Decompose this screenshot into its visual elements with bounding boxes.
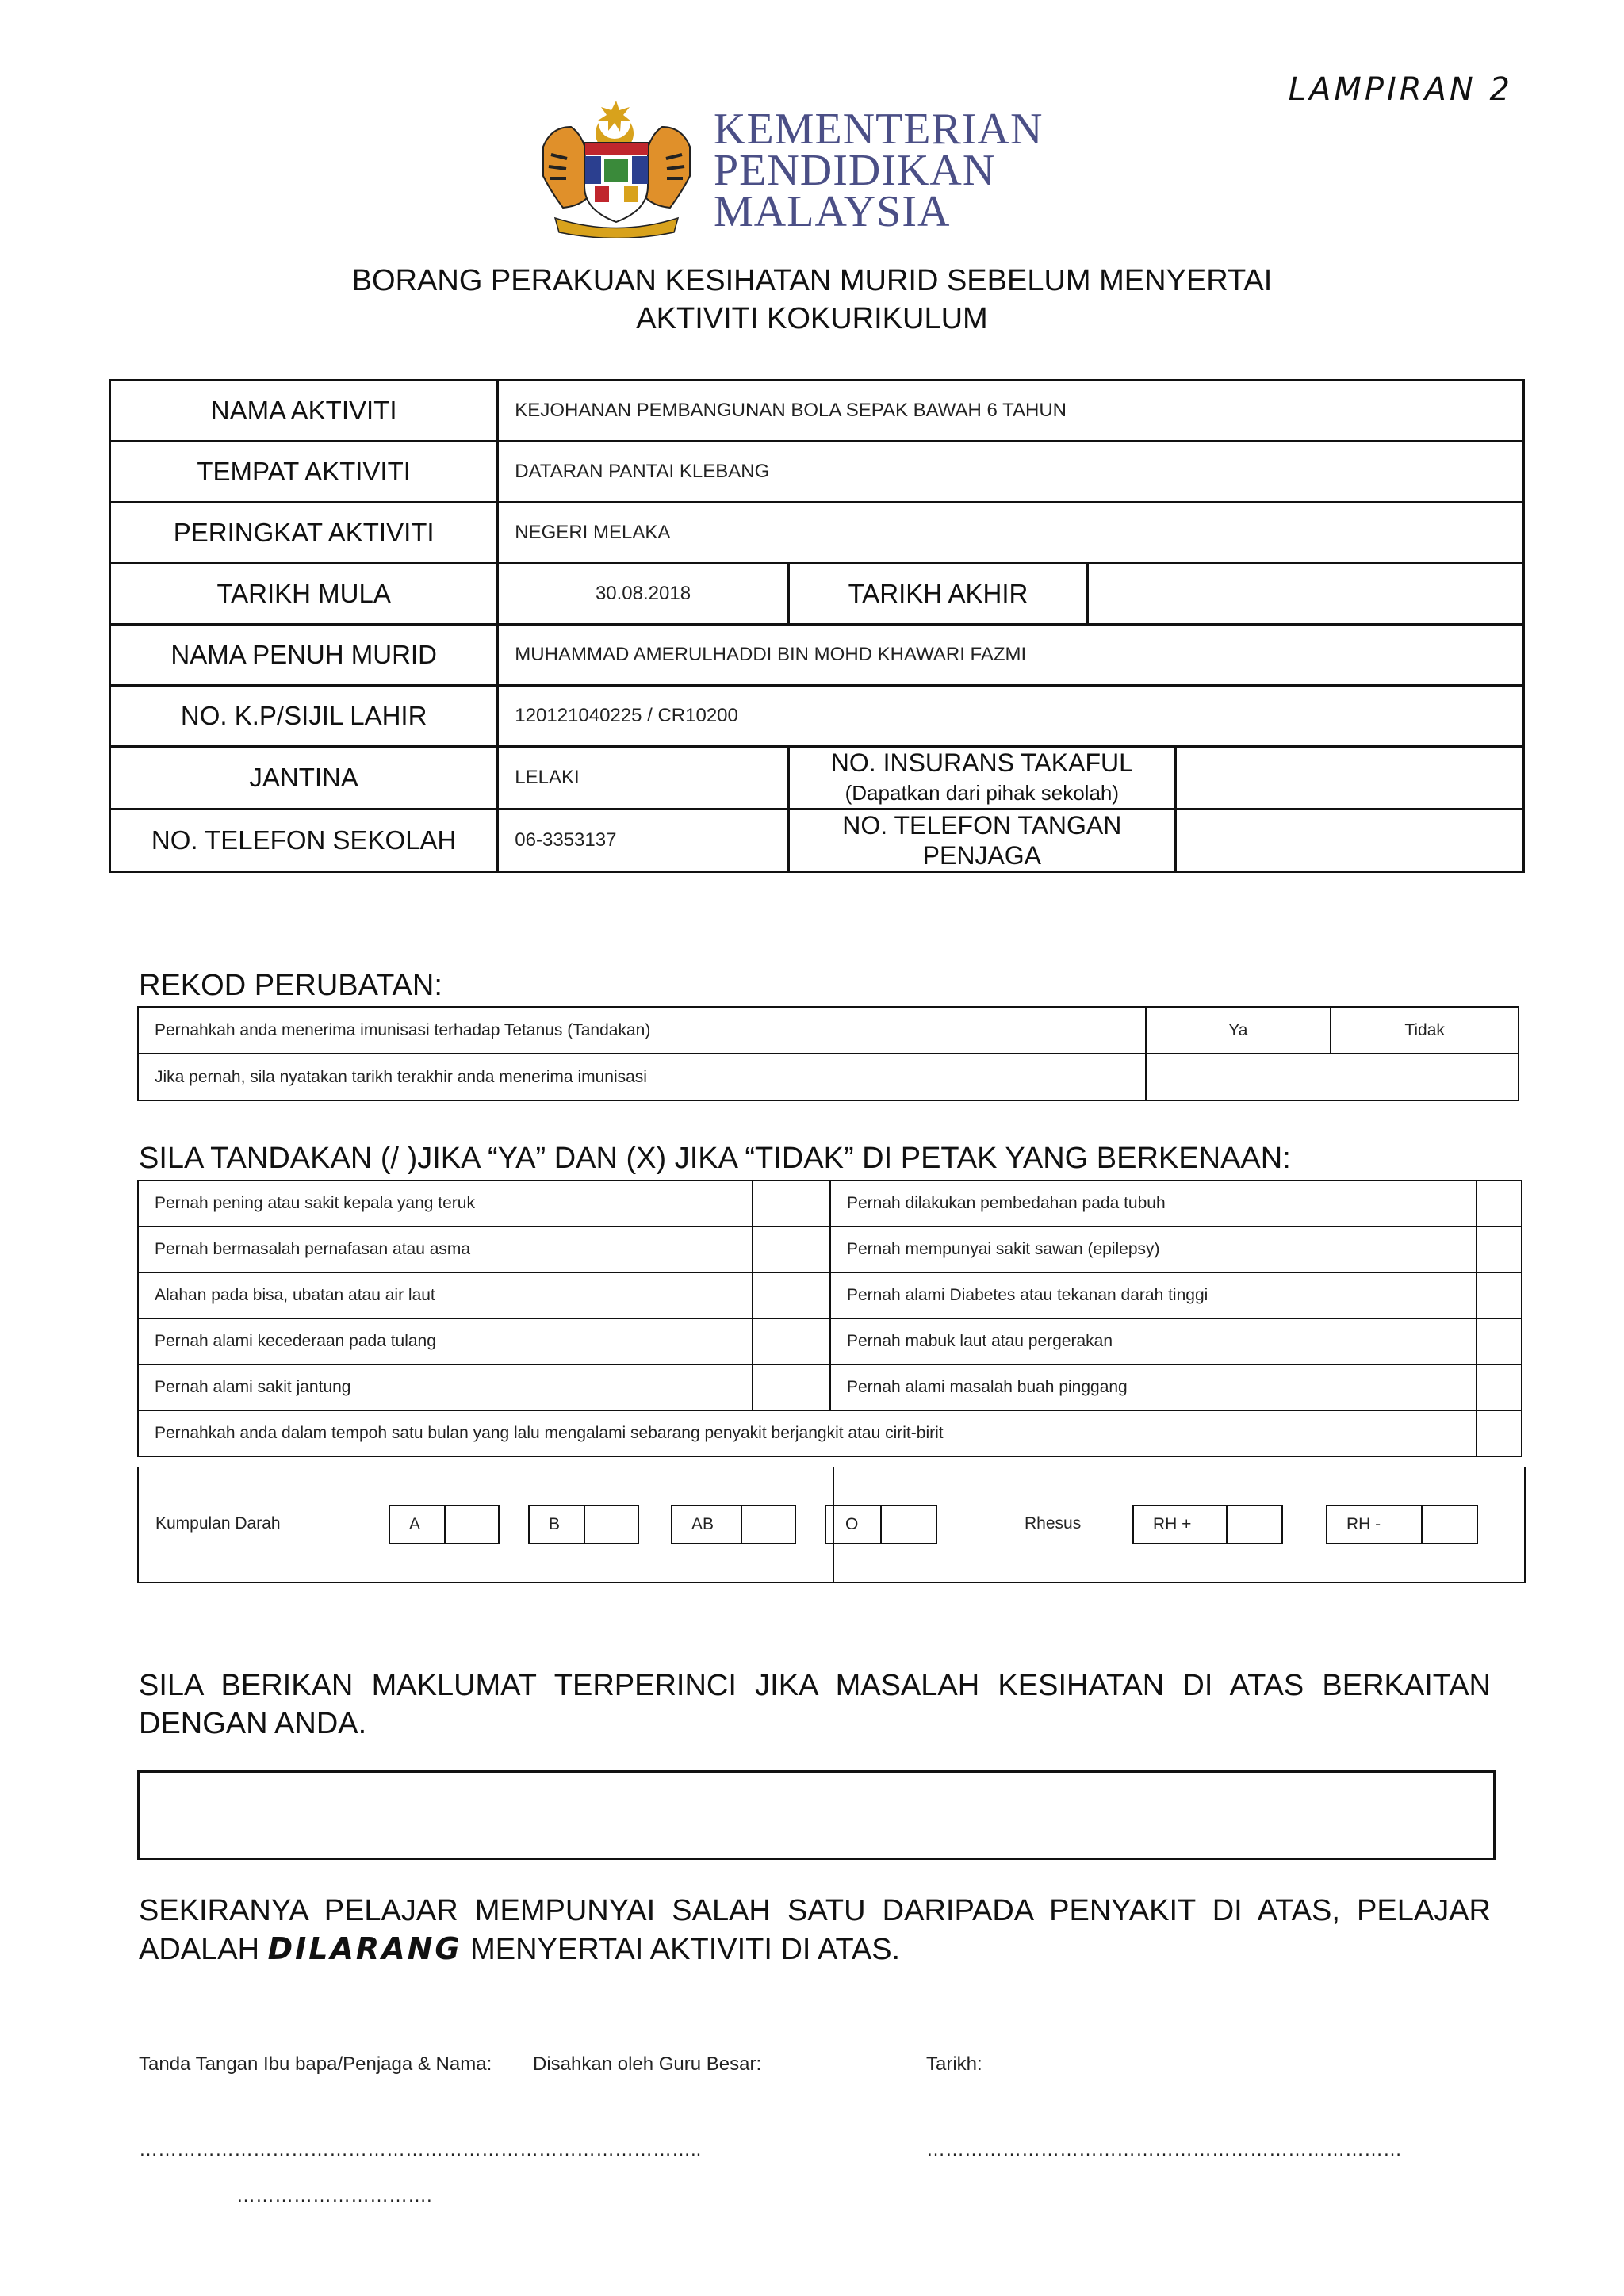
no-kp-label: NO. K.P/SIJIL LAHIR xyxy=(110,686,498,747)
peringkat-aktiviti-label: PERINGKAT AKTIVITI xyxy=(110,503,498,564)
blood-type-b-check[interactable] xyxy=(585,1506,638,1543)
insurans-sublabel: (Dapatkan dari pihak sekolah) xyxy=(845,781,1120,805)
blood-type-ab-check[interactable] xyxy=(742,1506,795,1543)
health-details-field[interactable] xyxy=(137,1770,1496,1860)
rhesus-negative-box[interactable] xyxy=(1326,1505,1478,1544)
immunisation-date-question: Jika pernah, sila nyatakan tarikh terakhir anda menerima imunisasi xyxy=(138,1054,1146,1100)
table-row xyxy=(138,1181,1522,1226)
checklist-box[interactable] xyxy=(1477,1181,1522,1226)
date-label: Tarikh: xyxy=(926,2053,982,2075)
blood-type-ab-label: AB xyxy=(672,1506,742,1543)
telefon-sekolah-label: NO. TELEFON SEKOLAH xyxy=(110,809,498,872)
checklist-item: Pernah mabuk laut atau pergerakan xyxy=(830,1318,1477,1364)
blood-type-a-label: A xyxy=(390,1506,446,1543)
checklist-box[interactable] xyxy=(753,1318,830,1364)
table-row xyxy=(110,625,1524,686)
checklist-item: Pernah alami masalah buah pinggang xyxy=(830,1364,1477,1410)
checklist-box[interactable] xyxy=(1477,1226,1522,1272)
table-row xyxy=(138,1318,1522,1364)
telefon-penjaga-field[interactable] xyxy=(1175,809,1523,872)
infectious-disease-question: Pernahkah anda dalam tempoh satu bulan yang lalu mengalami sebarang penyakit berjangkit atau cirit-birit xyxy=(138,1410,1477,1456)
table-row xyxy=(110,809,1524,872)
checklist-item: Pernah alami kecederaan pada tulang xyxy=(138,1318,753,1364)
insurans-field[interactable] xyxy=(1175,747,1523,809)
checklist-box[interactable] xyxy=(753,1181,830,1226)
checklist-item: Pernah dilakukan pembedahan pada tubuh xyxy=(830,1181,1477,1226)
tarikh-mula-field[interactable]: 30.08.2018 xyxy=(498,564,788,625)
ministry-name xyxy=(714,105,1044,236)
blood-type-o-box[interactable] xyxy=(825,1505,937,1544)
insurans-label xyxy=(788,747,1175,809)
jantina-field[interactable]: LELAKI xyxy=(498,747,788,809)
nama-penuh-field[interactable]: MUHAMMAD AMERULHADDI BIN MOHD KHAWARI FAZMI xyxy=(498,625,1524,686)
rekod-heading: REKOD PERUBATAN: xyxy=(139,969,442,1002)
table-row xyxy=(138,1364,1522,1410)
blood-type-o-check[interactable] xyxy=(882,1506,936,1543)
table-row xyxy=(110,442,1524,503)
warning-emphasis: DILARANG xyxy=(267,1931,462,1966)
nama-penuh-label: NAMA PENUH MURID xyxy=(110,625,498,686)
rhesus-label: Rhesus xyxy=(1025,1514,1082,1533)
rhesus-positive-check[interactable] xyxy=(1228,1506,1281,1543)
telefon-penjaga-label: NO. TELEFON TANGAN PENJAGA xyxy=(788,809,1175,872)
tidak-checkbox[interactable]: Tidak xyxy=(1331,1007,1519,1054)
blood-type-ab-box[interactable] xyxy=(671,1505,796,1544)
table-row xyxy=(110,686,1524,747)
blood-type-a-check[interactable] xyxy=(446,1506,498,1543)
rhesus-positive-label: RH + xyxy=(1134,1506,1228,1543)
checklist-box[interactable] xyxy=(753,1272,830,1318)
checklist-item: Pernah mempunyai sakit sawan (epilepsy) xyxy=(830,1226,1477,1272)
lampiran-label: LAMPIRAN 2 xyxy=(1288,71,1513,108)
form-title-line-1: BORANG PERAKUAN KESIHATAN MURID SEBELUM MENYERTAI xyxy=(351,264,1273,297)
jantina-label: JANTINA xyxy=(110,747,498,809)
warning-text-pre: SEKIRANYA PELAJAR MEMPUNYAI SALAH SATU DARIPADA PENYAKIT DI ATAS, PELAJAR ADALAH xyxy=(139,1894,1491,1966)
head-signature-label: Disahkan oleh Guru Besar: xyxy=(533,2053,762,2075)
nama-aktiviti-field[interactable]: KEJOHANAN PEMBANGUNAN BOLA SEPAK BAWAH 6 TAHUN xyxy=(498,381,1524,442)
checklist-box[interactable] xyxy=(1477,1272,1522,1318)
tarikh-akhir-label: TARIKH AKHIR xyxy=(788,564,1087,625)
checklist-box[interactable] xyxy=(1477,1364,1522,1410)
immunisation-table xyxy=(137,1006,1519,1101)
rhesus-negative-label: RH - xyxy=(1327,1506,1423,1543)
checklist-item: Pernah alami Diabetes atau tekanan darah tinggi xyxy=(830,1272,1477,1318)
checklist-item: Alahan pada bisa, ubatan atau air laut xyxy=(138,1272,753,1318)
ministry-line-1: KEMENTERIAN xyxy=(714,105,1044,154)
tempat-aktiviti-label: TEMPAT AKTIVITI xyxy=(110,442,498,503)
table-row xyxy=(138,1226,1522,1272)
checklist-box[interactable] xyxy=(753,1364,830,1410)
checklist-box[interactable] xyxy=(1477,1318,1522,1364)
table-row xyxy=(138,1272,1522,1318)
blood-type-b-box[interactable] xyxy=(528,1505,639,1544)
table-row xyxy=(110,747,1524,809)
warning-text xyxy=(139,1892,1491,1969)
warning-text-post: MENYERTAI AKTIVITI DI ATAS. xyxy=(462,1933,901,1966)
details-instruction: SILA BERIKAN MAKLUMAT TERPERINCI JIKA MASALAH KESIHATAN DI ATAS BERKAITAN DENGAN ANDA. xyxy=(139,1669,1491,1740)
parent-signature-label: Tanda Tangan Ibu bapa/Penjaga & Nama: xyxy=(139,2053,492,2075)
tarikh-mula-label: TARIKH MULA xyxy=(110,564,498,625)
ministry-line-3: MALAYSIA xyxy=(714,187,951,236)
table-row xyxy=(138,1410,1522,1456)
table-row xyxy=(110,381,1524,442)
peringkat-aktiviti-field[interactable]: NEGERI MELAKA xyxy=(498,503,1524,564)
date-line[interactable]: ………………………………………………………………… xyxy=(926,2139,1402,2160)
rhesus-positive-box[interactable] xyxy=(1132,1505,1283,1544)
checklist-box[interactable] xyxy=(753,1226,830,1272)
no-kp-field[interactable]: 120121040225 / CR10200 xyxy=(498,686,1524,747)
health-checklist-table xyxy=(137,1180,1522,1457)
coat-of-arms-icon xyxy=(531,99,702,238)
checklist-item: Pernah bermasalah pernafasan atau asma xyxy=(138,1226,753,1272)
blood-type-a-box[interactable] xyxy=(389,1505,500,1544)
insurans-label-text: NO. INSURANS TAKAFUL xyxy=(830,748,1133,777)
tempat-aktiviti-field[interactable]: DATARAN PANTAI KLEBANG xyxy=(498,442,1524,503)
ministry-line-2: PENDIDIKAN xyxy=(714,146,996,195)
ya-checkbox[interactable]: Ya xyxy=(1146,1007,1331,1054)
table-row xyxy=(110,503,1524,564)
telefon-sekolah-field[interactable]: 06-3353137 xyxy=(498,809,788,872)
tarikh-akhir-field[interactable] xyxy=(1088,564,1524,625)
name-line[interactable]: …………………………. xyxy=(236,2185,432,2206)
nama-aktiviti-label: NAMA AKTIVITI xyxy=(110,381,498,442)
form-title-line-2: AKTIVITI KOKURIKULUM xyxy=(636,302,988,335)
parent-signature-line[interactable]: …………………………………………………………………………….. xyxy=(139,2139,702,2160)
tetanus-question: Pernahkah anda menerima imunisasi terhadap Tetanus (Tandakan) xyxy=(138,1007,1146,1054)
checklist-box[interactable] xyxy=(1477,1410,1522,1456)
table-row xyxy=(138,1007,1519,1054)
student-info-table xyxy=(109,379,1525,873)
rhesus-negative-check[interactable] xyxy=(1423,1506,1477,1543)
checklist-item: Pernah alami sakit jantung xyxy=(138,1364,753,1410)
table-row xyxy=(138,1054,1519,1100)
table-row xyxy=(110,564,1524,625)
blood-type-b-label: B xyxy=(530,1506,585,1543)
ministry-logo xyxy=(531,99,1055,238)
form-title xyxy=(0,262,1624,338)
checklist-heading: SILA TANDAKAN (/ )JIKA “YA” DAN (X) JIKA “TIDAK” DI PETAK YANG BERKENAAN: xyxy=(139,1142,1291,1175)
checklist-item: Pernah pening atau sakit kepala yang teruk xyxy=(138,1181,753,1226)
immunisation-date-field[interactable] xyxy=(1146,1054,1519,1100)
blood-group-label: Kumpulan Darah xyxy=(155,1514,281,1533)
blood-type-o-label: O xyxy=(826,1506,882,1543)
